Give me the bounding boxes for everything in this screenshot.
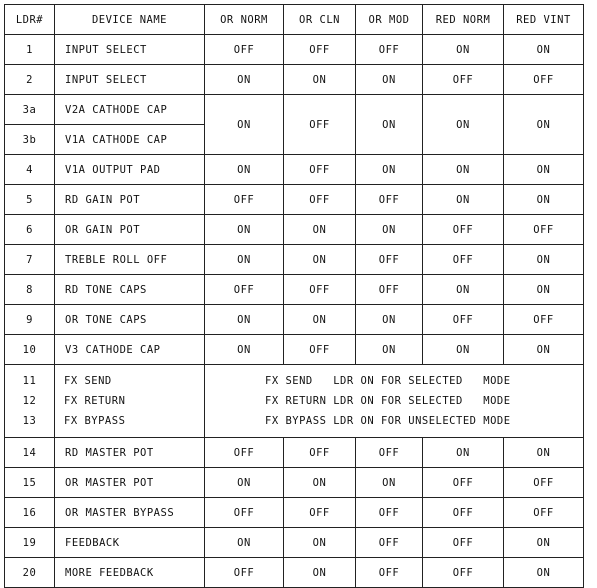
device-name: FX SEND bbox=[64, 375, 112, 387]
red-norm-value: OFF bbox=[423, 245, 504, 275]
or-cln-value: ON bbox=[284, 468, 356, 498]
ldr-number: 6 bbox=[5, 215, 55, 245]
fx-send-note: FX SEND LDR ON FOR SELECTED MODE bbox=[265, 375, 511, 387]
or-cln-value: OFF bbox=[284, 155, 356, 185]
device-name: RD GAIN POT bbox=[55, 185, 205, 215]
or-norm-value: ON bbox=[205, 245, 284, 275]
or-norm-value: ON bbox=[205, 468, 284, 498]
or-cln-value: OFF bbox=[284, 95, 356, 155]
or-cln-value: OFF bbox=[284, 438, 356, 468]
or-mod-value: ON bbox=[356, 65, 423, 95]
or-mod-value: ON bbox=[356, 468, 423, 498]
or-norm-value: ON bbox=[205, 335, 284, 365]
ldr-number: 3a bbox=[5, 95, 55, 125]
ldr-number: 20 bbox=[5, 558, 55, 588]
or-norm-value: OFF bbox=[205, 185, 284, 215]
header-red-vint: RED VINT bbox=[504, 5, 584, 35]
or-cln-value: OFF bbox=[284, 275, 356, 305]
or-mod-value: OFF bbox=[356, 275, 423, 305]
device-name: V1A CATHODE CAP bbox=[55, 125, 205, 155]
device-name: INPUT SELECT bbox=[55, 65, 205, 95]
ldr-mode-table bbox=[4, 4, 584, 588]
or-mod-value: OFF bbox=[356, 185, 423, 215]
red-norm-value: OFF bbox=[423, 528, 504, 558]
or-mod-value: OFF bbox=[356, 438, 423, 468]
device-name: OR MASTER POT bbox=[55, 468, 205, 498]
or-cln-value: ON bbox=[284, 245, 356, 275]
ldr-table-wrapper bbox=[4, 4, 584, 588]
red-vint-value: ON bbox=[504, 35, 584, 65]
device-name: OR TONE CAPS bbox=[55, 305, 205, 335]
red-vint-value: OFF bbox=[504, 215, 584, 245]
ldr-number: 19 bbox=[5, 528, 55, 558]
table-row bbox=[5, 275, 584, 305]
fx-device-names bbox=[55, 365, 205, 438]
table-row bbox=[5, 305, 584, 335]
or-norm-value: OFF bbox=[205, 438, 284, 468]
or-mod-value: OFF bbox=[356, 498, 423, 528]
or-norm-value: OFF bbox=[205, 498, 284, 528]
or-norm-value: OFF bbox=[205, 35, 284, 65]
red-vint-value: ON bbox=[504, 558, 584, 588]
header-red-norm: RED NORM bbox=[423, 5, 504, 35]
fx-return-note: FX RETURN LDR ON FOR SELECTED MODE bbox=[265, 395, 511, 407]
device-name: FX RETURN bbox=[64, 395, 126, 407]
header-or-cln: OR CLN bbox=[284, 5, 356, 35]
ldr-number: 13 bbox=[22, 415, 37, 427]
or-norm-value: ON bbox=[205, 155, 284, 185]
red-vint-value: ON bbox=[504, 528, 584, 558]
header-row bbox=[5, 5, 584, 35]
table-row bbox=[5, 335, 584, 365]
fx-ldr-numbers bbox=[5, 365, 55, 438]
or-cln-value: ON bbox=[284, 215, 356, 245]
header-or-mod: OR MOD bbox=[356, 5, 423, 35]
or-norm-value: ON bbox=[205, 215, 284, 245]
fx-description bbox=[205, 365, 584, 438]
or-cln-value: OFF bbox=[284, 185, 356, 215]
red-norm-value: ON bbox=[423, 438, 504, 468]
red-norm-value: ON bbox=[423, 155, 504, 185]
table-row bbox=[5, 185, 584, 215]
ldr-number: 3b bbox=[5, 125, 55, 155]
or-cln-value: OFF bbox=[284, 35, 356, 65]
or-mod-value: ON bbox=[356, 335, 423, 365]
header-device-name: DEVICE NAME bbox=[55, 5, 205, 35]
table-row bbox=[5, 468, 584, 498]
ldr-number: 14 bbox=[5, 438, 55, 468]
red-norm-value: OFF bbox=[423, 305, 504, 335]
red-vint-value: ON bbox=[504, 335, 584, 365]
device-name: INPUT SELECT bbox=[55, 35, 205, 65]
device-name: OR GAIN POT bbox=[55, 215, 205, 245]
or-norm-value: ON bbox=[205, 65, 284, 95]
or-cln-value: ON bbox=[284, 558, 356, 588]
or-norm-value: OFF bbox=[205, 558, 284, 588]
ldr-number: 8 bbox=[5, 275, 55, 305]
red-vint-value: ON bbox=[504, 438, 584, 468]
device-name: RD MASTER POT bbox=[55, 438, 205, 468]
header-or-norm: OR NORM bbox=[205, 5, 284, 35]
ldr-number: 1 bbox=[5, 35, 55, 65]
ldr-number: 12 bbox=[22, 395, 37, 407]
red-norm-value: OFF bbox=[423, 468, 504, 498]
or-cln-value: ON bbox=[284, 65, 356, 95]
red-norm-value: ON bbox=[423, 35, 504, 65]
table-row bbox=[5, 155, 584, 185]
red-vint-value: ON bbox=[504, 155, 584, 185]
or-norm-value: OFF bbox=[205, 275, 284, 305]
red-norm-value: OFF bbox=[423, 215, 504, 245]
table-row bbox=[5, 528, 584, 558]
ldr-number: 10 bbox=[5, 335, 55, 365]
red-norm-value: OFF bbox=[423, 65, 504, 95]
device-name: TREBLE ROLL OFF bbox=[55, 245, 205, 275]
or-mod-value: OFF bbox=[356, 35, 423, 65]
red-vint-value: ON bbox=[504, 95, 584, 155]
red-norm-value: OFF bbox=[423, 498, 504, 528]
device-name: FX BYPASS bbox=[64, 415, 126, 427]
red-vint-value: OFF bbox=[504, 468, 584, 498]
ldr-number: 9 bbox=[5, 305, 55, 335]
ldr-number: 5 bbox=[5, 185, 55, 215]
table-row-3a bbox=[5, 95, 584, 125]
red-vint-value: ON bbox=[504, 185, 584, 215]
or-mod-value: ON bbox=[356, 95, 423, 155]
header-ldr: LDR# bbox=[5, 5, 55, 35]
or-norm-value: ON bbox=[205, 528, 284, 558]
red-vint-value: ON bbox=[504, 245, 584, 275]
or-mod-value: ON bbox=[356, 215, 423, 245]
device-name: RD TONE CAPS bbox=[55, 275, 205, 305]
or-cln-value: OFF bbox=[284, 335, 356, 365]
red-norm-value: ON bbox=[423, 275, 504, 305]
device-name: V2A CATHODE CAP bbox=[55, 95, 205, 125]
table-row bbox=[5, 65, 584, 95]
ldr-number: 15 bbox=[5, 468, 55, 498]
or-norm-value: ON bbox=[205, 305, 284, 335]
fx-bypass-note: FX BYPASS LDR ON FOR UNSELECTED MODE bbox=[265, 415, 511, 427]
ldr-number: 2 bbox=[5, 65, 55, 95]
red-vint-value: OFF bbox=[504, 305, 584, 335]
ldr-number: 11 bbox=[22, 375, 37, 387]
fx-row-group bbox=[5, 365, 584, 438]
red-norm-value: OFF bbox=[423, 558, 504, 588]
or-mod-value: OFF bbox=[356, 558, 423, 588]
or-norm-value: ON bbox=[205, 95, 284, 155]
device-name: V1A OUTPUT PAD bbox=[55, 155, 205, 185]
table-row bbox=[5, 245, 584, 275]
or-mod-value: ON bbox=[356, 155, 423, 185]
or-cln-value: ON bbox=[284, 528, 356, 558]
device-name: MORE FEEDBACK bbox=[55, 558, 205, 588]
device-name: V3 CATHODE CAP bbox=[55, 335, 205, 365]
table-row bbox=[5, 498, 584, 528]
or-mod-value: ON bbox=[356, 305, 423, 335]
red-norm-value: ON bbox=[423, 95, 504, 155]
red-norm-value: ON bbox=[423, 185, 504, 215]
table-row bbox=[5, 215, 584, 245]
ldr-number: 16 bbox=[5, 498, 55, 528]
ldr-number: 7 bbox=[5, 245, 55, 275]
red-vint-value: OFF bbox=[504, 498, 584, 528]
device-name: FEEDBACK bbox=[55, 528, 205, 558]
table-row bbox=[5, 558, 584, 588]
red-vint-value: ON bbox=[504, 275, 584, 305]
ldr-number: 4 bbox=[5, 155, 55, 185]
device-name: OR MASTER BYPASS bbox=[55, 498, 205, 528]
or-cln-value: ON bbox=[284, 305, 356, 335]
red-norm-value: ON bbox=[423, 335, 504, 365]
or-mod-value: OFF bbox=[356, 245, 423, 275]
table-row bbox=[5, 35, 584, 65]
table-row bbox=[5, 438, 584, 468]
or-cln-value: OFF bbox=[284, 498, 356, 528]
red-vint-value: OFF bbox=[504, 65, 584, 95]
or-mod-value: OFF bbox=[356, 528, 423, 558]
